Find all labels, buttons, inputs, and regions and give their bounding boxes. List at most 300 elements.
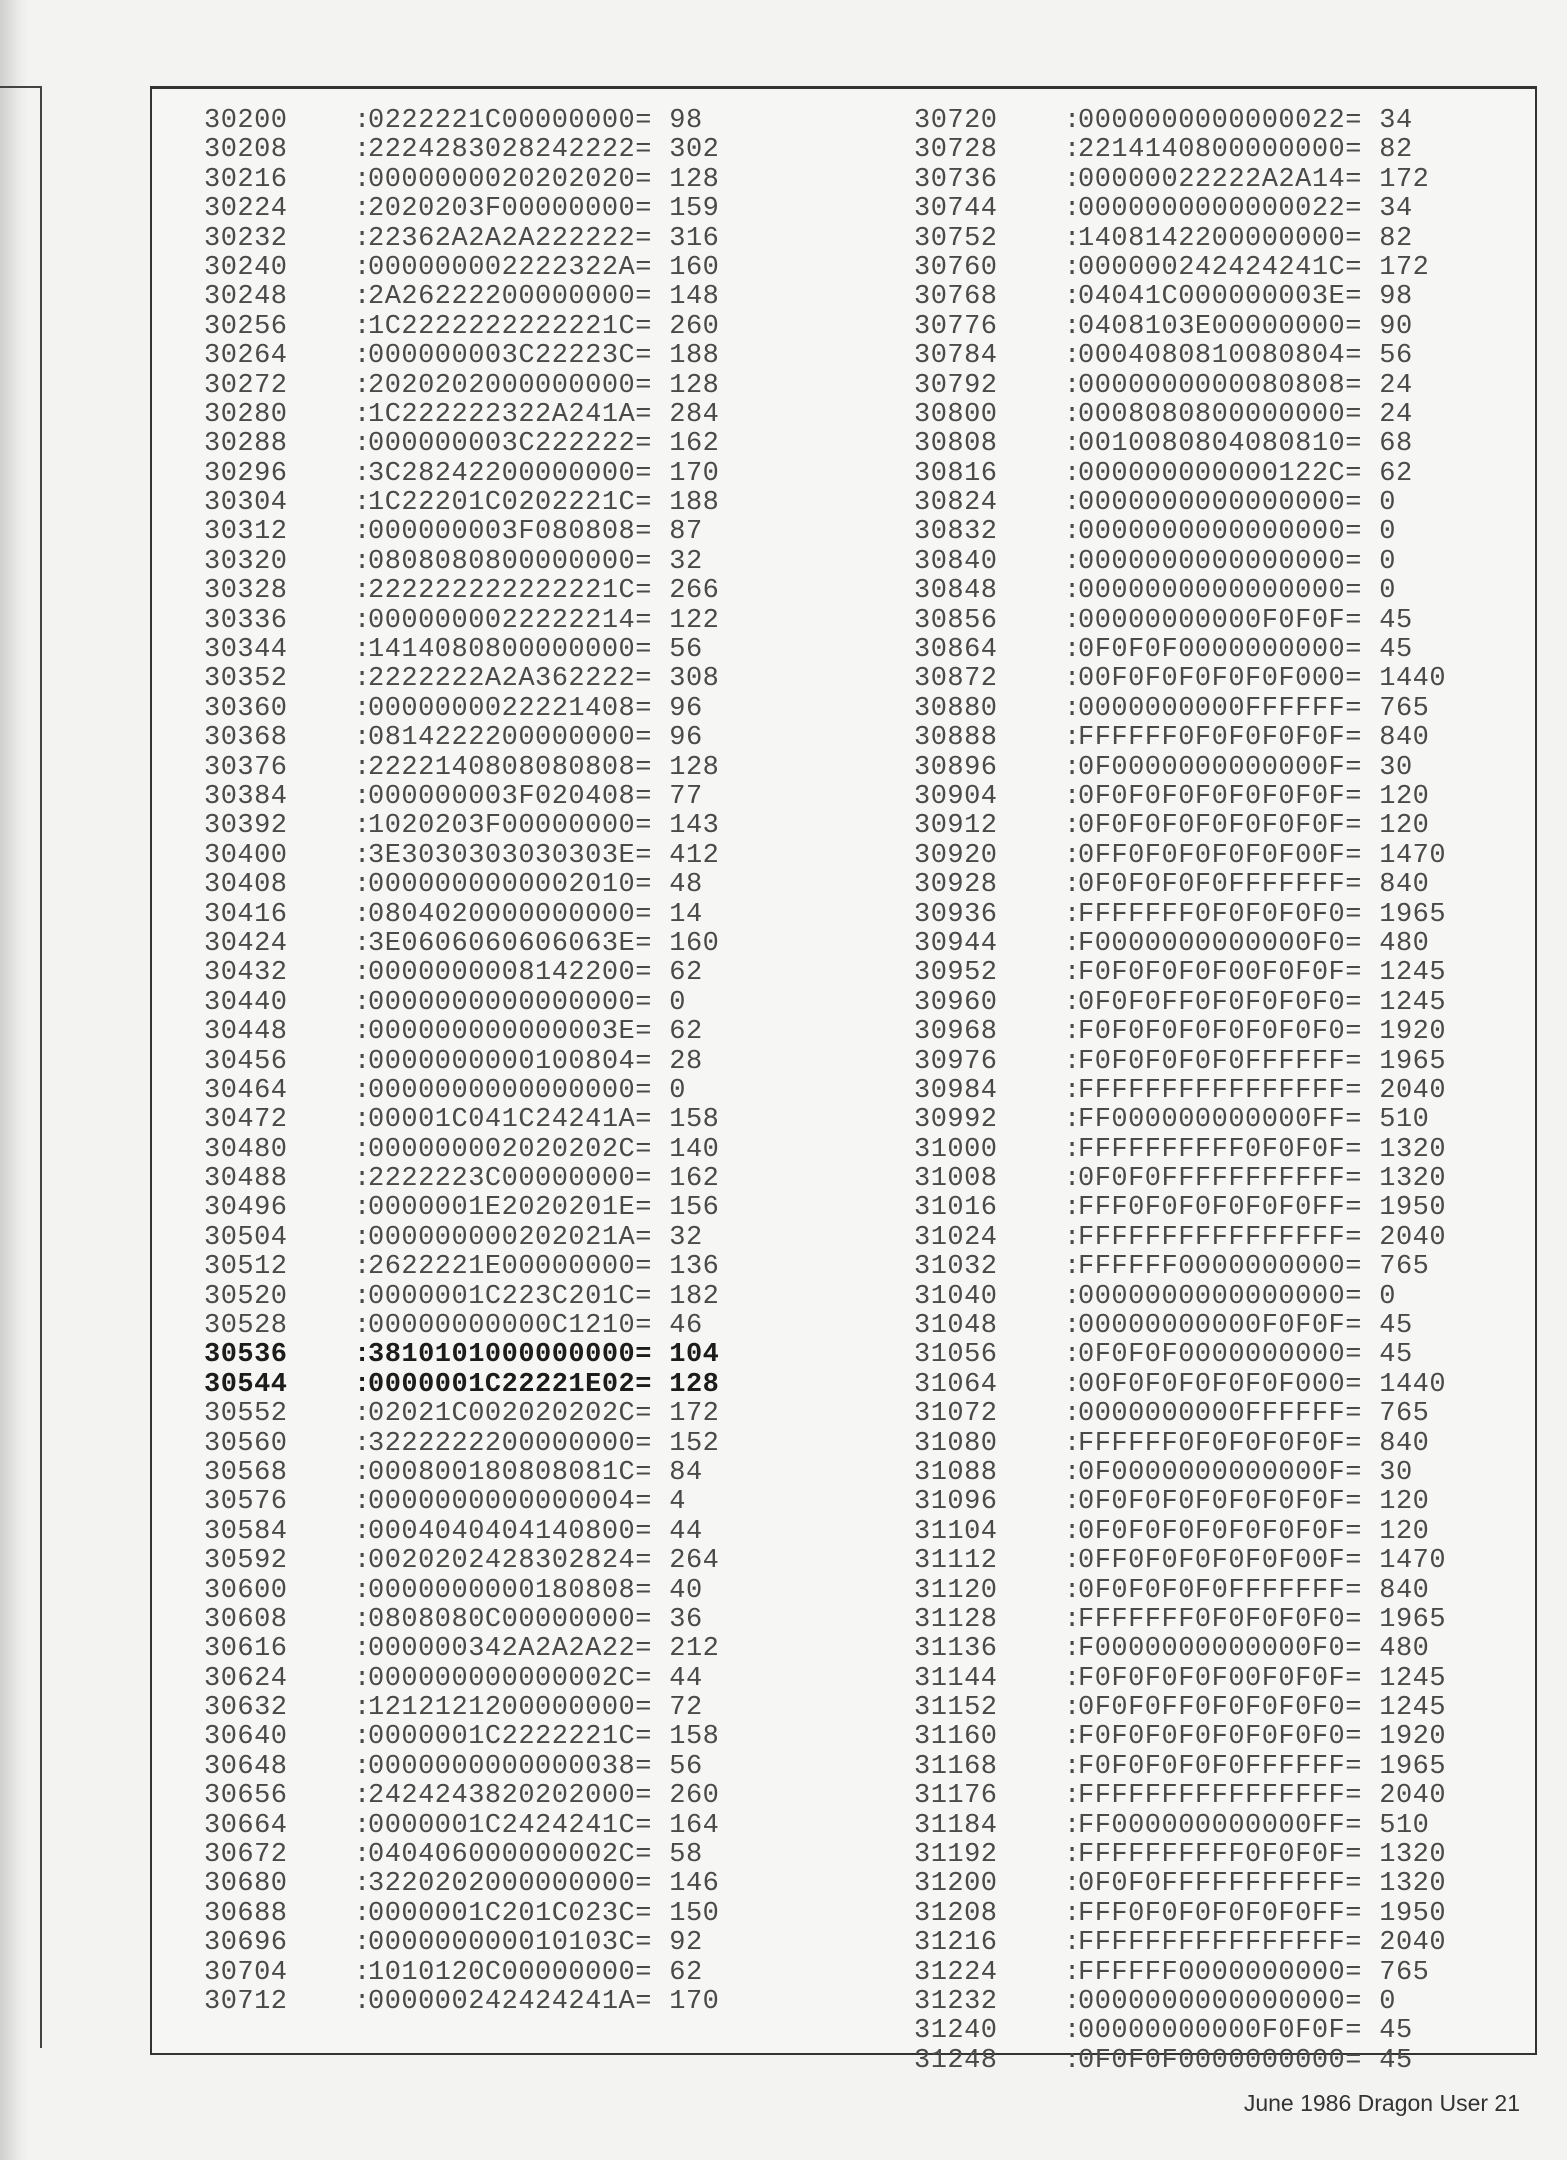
listing-row (204, 1194, 769, 1223)
hex-data: 00000000000F0F0F (1078, 2016, 1346, 2047)
line-address: 30328 (204, 576, 288, 607)
equals-sign: = (1345, 1369, 1362, 1400)
separator-colon: : (1064, 429, 1081, 460)
equals-sign: = (1345, 311, 1362, 342)
separator-colon: : (354, 1222, 371, 1253)
line-address: 30544 (204, 1369, 288, 1400)
checksum-value: 14 (669, 899, 703, 930)
separator-colon: : (1064, 546, 1081, 577)
equals-sign: = (635, 870, 652, 901)
checksum-value: 98 (1379, 282, 1413, 313)
separator-colon: : (1064, 781, 1081, 812)
separator-colon: : (354, 576, 371, 607)
hex-data: 040406000000002C (368, 1840, 636, 1871)
line-address: 31184 (914, 1810, 998, 1841)
checksum-value: 128 (669, 370, 720, 401)
equals-sign: = (635, 1134, 652, 1165)
checksum-value: 2040 (1379, 1222, 1447, 1253)
hex-data: 1C222222322A241A (368, 399, 636, 430)
separator-colon: : (354, 1487, 371, 1518)
separator-colon: : (1064, 1311, 1081, 1342)
checksum-value: 40 (669, 1575, 703, 1606)
checksum-value: 90 (1379, 311, 1413, 342)
line-address: 30208 (204, 135, 288, 166)
equals-sign: = (635, 1840, 652, 1871)
listing-row (204, 1665, 769, 1694)
hex-data: 000000342A2A2A22 (368, 1634, 636, 1665)
hex-data: 0000001C201C023C (368, 1898, 636, 1929)
checksum-value: 1245 (1379, 1693, 1447, 1724)
listing-row (914, 1841, 1479, 1870)
separator-colon: : (1064, 928, 1081, 959)
line-address: 30672 (204, 1840, 288, 1871)
equals-sign: = (635, 1164, 652, 1195)
hex-data: 000000000000003E (368, 1017, 636, 1048)
separator-colon: : (1064, 517, 1081, 548)
equals-sign: = (1345, 1546, 1362, 1577)
equals-sign: = (635, 635, 652, 666)
checksum-value: 4 (669, 1487, 686, 1518)
line-address: 30848 (914, 576, 998, 607)
separator-colon: : (1064, 576, 1081, 607)
hex-data: FF000000000000FF (1078, 1105, 1346, 1136)
checksum-value: 170 (669, 1987, 720, 2017)
line-address: 30584 (204, 1516, 288, 1547)
checksum-value: 840 (1379, 723, 1430, 754)
line-address: 30376 (204, 752, 288, 783)
hex-data: 0F0F0FFFFFFFFFFF (1078, 1869, 1346, 1900)
checksum-value: 172 (1379, 164, 1430, 195)
checksum-value: 1245 (1379, 1663, 1447, 1694)
line-address: 31240 (914, 2016, 998, 2047)
equals-sign: = (1345, 840, 1362, 871)
listing-row (914, 1518, 1479, 1547)
line-address: 31152 (914, 1693, 998, 1724)
listing-row (204, 166, 769, 195)
separator-colon: : (1064, 164, 1081, 195)
hex-data: 000000000010103C (368, 1928, 636, 1959)
equals-sign: = (635, 1987, 652, 2017)
listing-row (914, 1665, 1479, 1694)
separator-colon: : (354, 1428, 371, 1459)
separator-colon: : (354, 106, 371, 136)
line-address: 30744 (914, 194, 998, 225)
hex-data: 0F0F0F0F0F0F0F0F (1078, 811, 1346, 842)
separator-colon: : (354, 1546, 371, 1577)
checksum-value: 840 (1379, 870, 1430, 901)
separator-colon: : (1064, 1957, 1081, 1988)
equals-sign: = (1345, 1928, 1362, 1959)
equals-sign: = (1345, 958, 1362, 989)
checksum-value: 28 (669, 1046, 703, 1077)
hex-data: 1212121200000000 (368, 1693, 636, 1724)
listing-row (914, 1900, 1479, 1929)
equals-sign: = (635, 781, 652, 812)
line-address: 30704 (204, 1957, 288, 1988)
line-address: 30528 (204, 1311, 288, 1342)
checksum-value: 1320 (1379, 1840, 1447, 1871)
checksum-value: 45 (1379, 635, 1413, 666)
hex-data: 0F0F0F0000000000 (1078, 2045, 1346, 2076)
checksum-value: 82 (1379, 223, 1413, 254)
checksum-value: 480 (1379, 1634, 1430, 1665)
hex-data: 000000003F080808 (368, 517, 636, 548)
line-address: 30776 (914, 311, 998, 342)
listing-row (204, 1694, 769, 1723)
hex-data: 1020203F00000000 (368, 811, 636, 842)
line-address: 31080 (914, 1428, 998, 1459)
separator-colon: : (354, 1957, 371, 1988)
equals-sign: = (1345, 1399, 1362, 1430)
checksum-value: 58 (669, 1840, 703, 1871)
listing-row (204, 636, 769, 665)
equals-sign: = (1345, 1575, 1362, 1606)
listing-column-right (914, 107, 1479, 2076)
checksum-value: 128 (669, 1369, 720, 1400)
checksum-value: 46 (669, 1311, 703, 1342)
hex-data: FFF0F0F0F0F0F0FF (1078, 1193, 1346, 1224)
listing-row (204, 1371, 769, 1400)
separator-colon: : (1064, 106, 1081, 136)
hex-data: 000800180808081C (368, 1457, 636, 1488)
separator-colon: : (1064, 635, 1081, 666)
equals-sign: = (1345, 1046, 1362, 1077)
line-address: 31192 (914, 1840, 998, 1871)
line-address: 30608 (204, 1604, 288, 1635)
separator-colon: : (1064, 1340, 1081, 1371)
separator-colon: : (354, 958, 371, 989)
checksum-value: 24 (1379, 399, 1413, 430)
checksum-value: 56 (1379, 341, 1413, 372)
separator-colon: : (1064, 1604, 1081, 1635)
line-address: 30560 (204, 1428, 288, 1459)
listing-row (914, 695, 1479, 724)
hex-data: 0F0F0FF0F0F0F0F0 (1078, 987, 1346, 1018)
listing-row (204, 1312, 769, 1341)
checksum-value: 77 (669, 781, 703, 812)
listing-column-left (204, 107, 769, 2017)
line-address: 30240 (204, 252, 288, 283)
hex-data: 0000000000180808 (368, 1575, 636, 1606)
checksum-value: 170 (669, 458, 720, 489)
checksum-value: 1470 (1379, 840, 1447, 871)
line-address: 30256 (204, 311, 288, 342)
hex-data: 0F0F0F0F0FFFFFFF (1078, 1575, 1346, 1606)
equals-sign: = (1345, 1634, 1362, 1665)
line-address: 30736 (914, 164, 998, 195)
line-address: 30936 (914, 899, 998, 930)
listing-row (204, 1459, 769, 1488)
listing-row (204, 959, 769, 988)
line-address: 30768 (914, 282, 998, 313)
equals-sign: = (1345, 2045, 1362, 2076)
listing-row (914, 1929, 1479, 1958)
equals-sign: = (635, 546, 652, 577)
checksum-value: 122 (669, 605, 720, 636)
checksum-value: 45 (1379, 2016, 1413, 2047)
line-address: 30896 (914, 752, 998, 783)
line-address: 30856 (914, 605, 998, 636)
equals-sign: = (1345, 488, 1362, 519)
hex-data: F0F0F0F0F0FFFFFF (1078, 1751, 1346, 1782)
equals-sign: = (1345, 1751, 1362, 1782)
listing-row (204, 724, 769, 753)
listing-row (204, 430, 769, 459)
listing-row (914, 577, 1479, 606)
line-address: 30296 (204, 458, 288, 489)
separator-colon: : (354, 311, 371, 342)
equals-sign: = (635, 576, 652, 607)
separator-colon: : (354, 1075, 371, 1106)
listing-row (204, 1488, 769, 1517)
equals-sign: = (1345, 693, 1362, 724)
listing-row (204, 783, 769, 812)
equals-sign: = (635, 987, 652, 1018)
line-address: 30480 (204, 1134, 288, 1165)
line-address: 30624 (204, 1663, 288, 1694)
line-address: 30720 (914, 106, 998, 136)
checksum-value: 172 (669, 1399, 720, 1430)
hex-data: 0F0F0F0F0F0F0F0F (1078, 1487, 1346, 1518)
checksum-value: 32 (669, 1222, 703, 1253)
separator-colon: : (354, 135, 371, 166)
equals-sign: = (1345, 1604, 1362, 1635)
line-address: 31064 (914, 1369, 998, 1400)
separator-colon: : (1064, 194, 1081, 225)
line-address: 30976 (914, 1046, 998, 1077)
listing-row (914, 1224, 1479, 1253)
checksum-value: 0 (1379, 517, 1396, 548)
checksum-value: 1245 (1379, 958, 1447, 989)
checksum-value: 264 (669, 1546, 720, 1577)
hex-data: 0000000000080808 (1078, 370, 1346, 401)
separator-colon: : (354, 928, 371, 959)
hex-data: FFFFFFF0F0F0F0F0 (1078, 1604, 1346, 1635)
hex-data: 3220202000000000 (368, 1869, 636, 1900)
equals-sign: = (1345, 1781, 1362, 1812)
line-address: 30248 (204, 282, 288, 313)
listing-box (150, 86, 1537, 2076)
hex-data: FFFFFF0000000000 (1078, 1252, 1346, 1283)
separator-colon: : (1064, 1869, 1081, 1900)
separator-colon: : (354, 1457, 371, 1488)
equals-sign: = (1345, 928, 1362, 959)
separator-colon: : (354, 723, 371, 754)
equals-sign: = (635, 1751, 652, 1782)
listing-row (914, 313, 1479, 342)
listing-row (914, 1165, 1479, 1194)
checksum-value: 96 (669, 693, 703, 724)
separator-colon: : (1064, 840, 1081, 871)
separator-colon: : (354, 1311, 371, 1342)
separator-colon: : (354, 1340, 371, 1371)
listing-row (204, 1430, 769, 1459)
line-address: 30808 (914, 429, 998, 460)
line-address: 31024 (914, 1222, 998, 1253)
separator-colon: : (1064, 693, 1081, 724)
equals-sign: = (635, 282, 652, 313)
equals-sign: = (635, 341, 652, 372)
equals-sign: = (635, 1075, 652, 1106)
checksum-value: 156 (669, 1193, 720, 1224)
line-address: 30800 (914, 399, 998, 430)
line-address: 30488 (204, 1164, 288, 1195)
hex-data: 2A26222200000000 (368, 282, 636, 313)
line-address: 30960 (914, 987, 998, 1018)
equals-sign: = (635, 194, 652, 225)
equals-sign: = (1345, 1134, 1362, 1165)
checksum-value: 0 (1379, 1987, 1396, 2017)
listing-row (914, 1577, 1479, 1606)
line-address: 30576 (204, 1487, 288, 1518)
equals-sign: = (635, 664, 652, 695)
listing-row (204, 1635, 769, 1664)
line-address: 30360 (204, 693, 288, 724)
line-address: 30792 (914, 370, 998, 401)
equals-sign: = (1345, 223, 1362, 254)
separator-colon: : (354, 1810, 371, 1841)
hex-data: 0000000000000000 (368, 1075, 636, 1106)
checksum-value: 120 (1379, 811, 1430, 842)
separator-colon: : (354, 1898, 371, 1929)
line-address: 30408 (204, 870, 288, 901)
equals-sign: = (1345, 429, 1362, 460)
equals-sign: = (635, 311, 652, 342)
hex-data: 2020202000000000 (368, 370, 636, 401)
separator-colon: : (1064, 1428, 1081, 1459)
hex-data: 0000001C22221E02 (368, 1369, 636, 1400)
checksum-value: 45 (1379, 1311, 1413, 1342)
line-address: 30656 (204, 1781, 288, 1812)
hex-data: FFFFFFFFFFFFFFFF (1078, 1222, 1346, 1253)
hex-data: 00000000000C1210 (368, 1311, 636, 1342)
checksum-value: 36 (669, 1604, 703, 1635)
equals-sign: = (1345, 252, 1362, 283)
checksum-value: 2040 (1379, 1075, 1447, 1106)
separator-colon: : (354, 458, 371, 489)
separator-colon: : (1064, 1222, 1081, 1253)
line-address: 30232 (204, 223, 288, 254)
separator-colon: : (1064, 1751, 1081, 1782)
checksum-value: 308 (669, 664, 720, 695)
checksum-value: 0 (1379, 546, 1396, 577)
hex-data: F0F0F0F0F0F0F0F0 (1078, 1722, 1346, 1753)
separator-colon: : (1064, 1810, 1081, 1841)
listing-row (204, 136, 769, 165)
line-address: 30432 (204, 958, 288, 989)
listing-row (914, 959, 1479, 988)
checksum-value: 0 (669, 987, 686, 1018)
separator-colon: : (354, 194, 371, 225)
line-address: 30840 (914, 546, 998, 577)
separator-colon: : (354, 1281, 371, 1312)
hex-data: 0000000000000000 (1078, 517, 1346, 548)
equals-sign: = (635, 928, 652, 959)
separator-colon: : (354, 429, 371, 460)
line-address: 30632 (204, 1693, 288, 1724)
checksum-value: 160 (669, 252, 720, 283)
line-address: 30752 (914, 223, 998, 254)
listing-row (914, 166, 1479, 195)
hex-data: 04041C000000003E (1078, 282, 1346, 313)
equals-sign: = (635, 1957, 652, 1988)
checksum-value: 45 (1379, 605, 1413, 636)
line-address: 31232 (914, 1987, 998, 2017)
listing-row (204, 1988, 769, 2017)
hex-data: F0F0F0F0F0FFFFFF (1078, 1046, 1346, 1077)
listing-row (914, 1106, 1479, 1135)
equals-sign: = (1345, 1457, 1362, 1488)
line-address: 30616 (204, 1634, 288, 1665)
checksum-value: 188 (669, 488, 720, 519)
hex-data: 3E0606060606063E (368, 928, 636, 959)
listing-row (914, 1018, 1479, 1047)
checksum-value: 44 (669, 1516, 703, 1547)
line-address: 30288 (204, 429, 288, 460)
equals-sign: = (1345, 1281, 1362, 1312)
hex-data: 2020203F00000000 (368, 194, 636, 225)
listing-row (914, 1283, 1479, 1312)
separator-colon: : (354, 282, 371, 313)
hex-data: 000000000000002C (368, 1663, 636, 1694)
equals-sign: = (1345, 1164, 1362, 1195)
separator-colon: : (1064, 1840, 1081, 1871)
separator-colon: : (1064, 282, 1081, 313)
line-address: 30920 (914, 840, 998, 871)
separator-colon: : (1064, 1928, 1081, 1959)
equals-sign: = (1345, 987, 1362, 1018)
checksum-value: 72 (669, 1693, 703, 1724)
checksum-value: 162 (669, 429, 720, 460)
separator-colon: : (354, 870, 371, 901)
equals-sign: = (635, 1810, 652, 1841)
hex-data: 0F0000000000000F (1078, 752, 1346, 783)
hex-data: 0000000000000000 (1078, 546, 1346, 577)
listing-row (204, 930, 769, 959)
separator-colon: : (1064, 1987, 1081, 2017)
checksum-value: 840 (1379, 1575, 1430, 1606)
listing-row (914, 1488, 1479, 1517)
separator-colon: : (1064, 899, 1081, 930)
separator-colon: : (354, 635, 371, 666)
separator-colon: : (1064, 1134, 1081, 1165)
separator-colon: : (1064, 958, 1081, 989)
line-address: 30872 (914, 664, 998, 695)
equals-sign: = (635, 252, 652, 283)
hex-data: 2214140800000000 (1078, 135, 1346, 166)
hex-data: F0F0F0F0F00F0F0F (1078, 958, 1346, 989)
line-address: 30392 (204, 811, 288, 842)
checksum-value: 87 (669, 517, 703, 548)
checksum-value: 62 (669, 1017, 703, 1048)
listing-row (914, 195, 1479, 224)
line-address: 31096 (914, 1487, 998, 1518)
equals-sign: = (1345, 546, 1362, 577)
line-address: 30496 (204, 1193, 288, 1224)
separator-colon: : (354, 223, 371, 254)
separator-colon: : (1064, 1252, 1081, 1283)
listing-row (204, 1077, 769, 1106)
hex-data: 0F0F0F0F0F0F0F0F (1078, 781, 1346, 812)
listing-row (204, 342, 769, 371)
line-address: 31056 (914, 1340, 998, 1371)
separator-colon: : (354, 1017, 371, 1048)
line-address: 30880 (914, 693, 998, 724)
hex-data: 3C28242200000000 (368, 458, 636, 489)
checksum-value: 510 (1379, 1810, 1430, 1841)
line-address: 31016 (914, 1193, 998, 1224)
checksum-value: 32 (669, 546, 703, 577)
